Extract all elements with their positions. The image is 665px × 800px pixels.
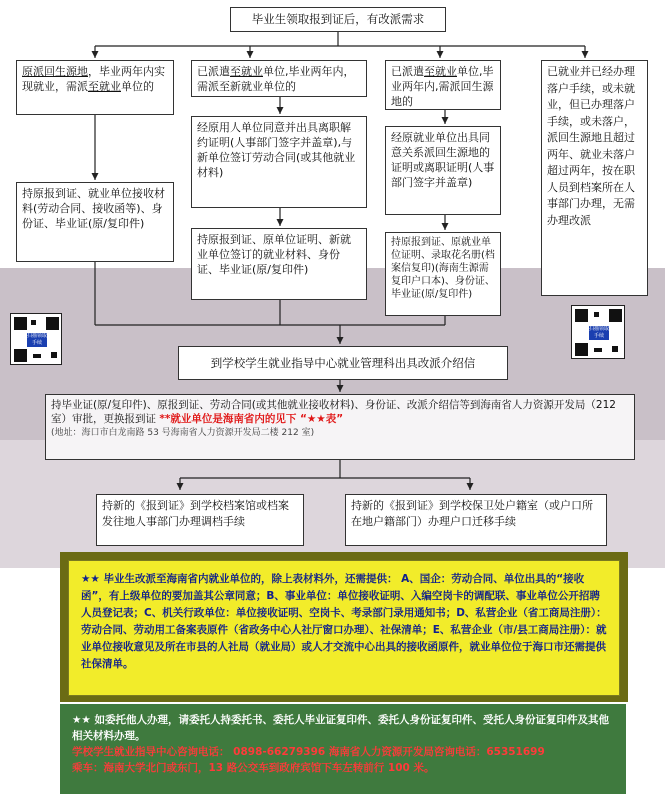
green-line3: 乘车：海南大学北门或东门，13 路公交车到政府宾馆下车左转前行 100 米。 xyxy=(72,762,435,774)
col3-head-a: 已派遣 xyxy=(391,65,424,78)
col3-head-box xyxy=(385,60,501,110)
left-bottom-box xyxy=(96,494,304,546)
col1-docs-text: 持原报到证、就业单位接收材料(劳动合同、接收函等)、身份证、毕业证(原/复印件) xyxy=(22,187,165,230)
qr-code-left xyxy=(10,313,62,365)
col2-mid-box xyxy=(191,116,367,208)
center-box xyxy=(178,346,508,380)
wide-text: 持毕业证(原/复印件)、原报到证、劳动合同(或其他就业接收材料)、身份证、改派介绍信等到海南省人力资源开发局（212 室）审批，更换报到证 xyxy=(51,399,616,425)
col1-docs-box xyxy=(16,182,174,262)
col1-head-box xyxy=(16,60,174,115)
col1-head-b: ，毕业两年内实现就业，需派 xyxy=(22,65,165,93)
col3-head-c: 单位,毕业两年内,需派回生源地的 xyxy=(391,65,494,108)
green-line1: ★★ 如委托他人办理，请委托人持委托书、委托人毕业证复印件、委托人身份证复印件、受托人身份证复印件及其他相关材料办理。 xyxy=(72,714,609,742)
col2-mid-text: 经原用人单位同意并出具离职解约证明(人事部门签字并盖章),与新单位签订劳动合同(或其他就业材料) xyxy=(197,121,356,179)
col1-head-d: 单位的 xyxy=(121,80,154,93)
col3-mid-box xyxy=(385,126,501,215)
qr-code-right xyxy=(571,305,625,359)
wide-box xyxy=(45,394,635,460)
col2-head-b: 至就业 xyxy=(230,65,263,78)
col4-text: 已就业并已经办理落户手续，或未就业，但已办理落户手续，或未落户，派回生源地且超过两年、就业未落户超过两年，按在职人员到档案所在人事部门办理，无需办理改派 xyxy=(547,65,635,227)
qr-badge-right: 扫描领取手续 xyxy=(589,326,610,339)
top-title-text: 毕业生领取报到证后，有改派需求 xyxy=(251,12,425,26)
col2-docs-text: 持原报到证、原单位证明、新就业单位签订的就业材料、身份证、毕业证(原/复印件) xyxy=(197,233,351,276)
col3-docs-box xyxy=(385,232,501,316)
col3-docs-text: 持原报到证、原就业单位证明、录取花名册(档案信复印)(海南生源需复印户口本)、身份证、毕业证(原/复印件) xyxy=(391,237,495,300)
wide-red-note: **就业单位是海南省内的见下 “★★表” xyxy=(159,413,344,425)
left-bottom-text: 持新的《报到证》到学校档案馆或档案发往地人事部门办理调档手续 xyxy=(102,499,289,528)
col3-mid-text: 经原就业单位出具同意关系派回生源地的证明或离职证明(人事部门签字并盖章) xyxy=(391,131,495,189)
col1-head-a: 原派回生源地 xyxy=(22,65,88,78)
col4-box xyxy=(541,60,648,296)
green-line2: 学校学生就业指导中心咨询电话： 0898-66279396 海南省人力资源开发局咨询电话：65351699 xyxy=(72,746,545,758)
green-panel xyxy=(60,704,626,794)
center-text: 到学校学生就业指导中心就业管理科出具改派介绍信 xyxy=(210,356,476,370)
col1-head-c: 至就业 xyxy=(88,80,121,93)
top-title-box xyxy=(230,7,446,32)
yellow-panel-text: ★★ 毕业生改派至海南省内就业单位的，除上表材料外，还需提供： A、国企：劳动合同、单位出具的“接收函”，有上级单位的要加盖其公章同意；B、事业单位：单位接收证明、入编空岗卡的调配联、事业单位公开招聘人员登记表；C、机关行政单位：单位接收证明、空岗卡、考录部门录用通知书；D、私营企业（省工商局注册）：劳动合同、劳动用工备案表原件（省政务中心人社厅窗口办理）、社保清单；E、私营企业（市/县工商局注册）：就业单位接收意见及所在市县的人社局（就业局）或人才交流中心出具的接收函原件，就业单位位于海口市还需提供社保清单。 xyxy=(81,573,607,670)
col2-head-box xyxy=(191,60,367,97)
col3-head-b: 至就业 xyxy=(424,65,457,78)
right-bottom-text: 持新的《报到证》到学校保卫处户籍室（或户口所在地户籍部门）办理户口迁移手续 xyxy=(351,499,593,528)
wide-address: (地址：海口市白龙南路 53 号海南省人力资源开发局二楼 212 室) xyxy=(51,428,315,438)
col2-docs-box xyxy=(191,228,367,300)
right-bottom-box xyxy=(345,494,607,546)
col2-head-a: 已派遣 xyxy=(197,65,230,78)
col2-head-c: 单位,毕业两年内，需派至新就业单位的 xyxy=(197,65,355,93)
yellow-panel xyxy=(68,560,620,696)
qr-badge-left: 扫描领取手续 xyxy=(27,333,48,346)
